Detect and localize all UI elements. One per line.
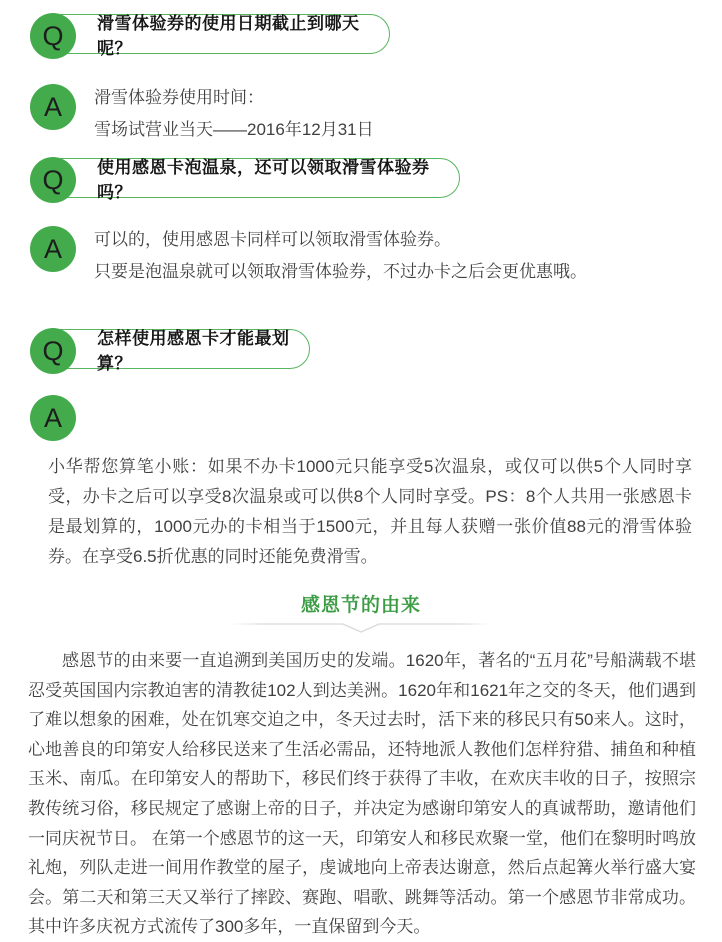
- answer-2: [94, 224, 587, 288]
- question-2-text: 使用感恩卡泡温泉，还可以领取滑雪体验券吗？: [97, 158, 430, 202]
- answer-1: [94, 82, 374, 146]
- question-3: [40, 329, 310, 373]
- chevron-divider: [231, 620, 491, 636]
- question-badge-icon: Q: [30, 328, 76, 374]
- question-badge-icon: Q: [30, 157, 76, 203]
- section-body-paragraph: 感恩节的由来要一直追溯到美国历史的发端。1620年，著名的“五月花”号船满载不堪忍受英国国内宗教迫害的清教徒102人到达美洲。1620年和1621年之交的冬天，他们遇到了难以想象的困难，处在饥寒交迫之中，冬天过去时，活下来的移民只有50来人。这时，心地善良的印第安人给移民送来了生活必需品，还特地派人教他们怎样狩猎、捕鱼和种植玉米、南瓜。在印第安人的帮助下，移民们终于获得了丰收，在欢庆丰收的日子，按照宗教传统习俗，移民规定了感谢上帝的日子，并决定为感谢印第安人的真诚帮助，邀请他们一同庆祝节日。 在第一个感恩节的这一天，印第安人和移民欢聚一堂，他们在黎明时鸣放礼炮，列队走进一间用作教堂的屋子，虔诚地向上帝表达谢意，然后点起篝火举行盛大宴会。第二天和第三天又举行了摔跤、赛跑、唱歌、跳舞等活动。第一个感恩节非常成功。其中许多庆祝方式流传了300多年，一直保留到今天。: [28, 651, 696, 937]
- answer-3-paragraph: 小华帮您算笔小账：如果不办卡1000元只能享受5次温泉，或仅可以供5个人同时享受，办卡之后可以享受8次温泉或可以供8个人同时享受。PS：8个人共用一张感恩卡是最划算的，1000元办的卡相当于1500元，并且每人获赠一张价值88元的滑雪体验券。在享受6.5折优惠的同时还能免费滑雪。: [48, 457, 692, 566]
- question-2: [40, 158, 460, 202]
- question-1-text: 滑雪体验券的使用日期截止到哪天呢？: [97, 14, 360, 58]
- answer-badge-icon: A: [30, 226, 76, 272]
- answer-1-line-2: 雪场试营业当天——2016年12月31日: [94, 120, 374, 139]
- divider-chevron-icon: [231, 620, 491, 636]
- question-badge-icon: Q: [30, 13, 76, 59]
- answer-2-line-2: 只要是泡温泉就可以领取滑雪体验券，不过办卡之后会更优惠哦。: [94, 262, 587, 281]
- answer-2-line-1: 可以的，使用感恩卡同样可以领取滑雪体验券。: [94, 230, 451, 249]
- answer-badge-icon: A: [30, 84, 76, 130]
- question-3-text: 怎样使用感恩卡才能最划算？: [97, 329, 290, 373]
- section-title: 感恩节的由来: [300, 595, 421, 616]
- answer-1-line-1: 滑雪体验券使用时间：: [94, 88, 264, 107]
- answer-badge-icon: A: [30, 395, 76, 441]
- question-1: [40, 14, 390, 58]
